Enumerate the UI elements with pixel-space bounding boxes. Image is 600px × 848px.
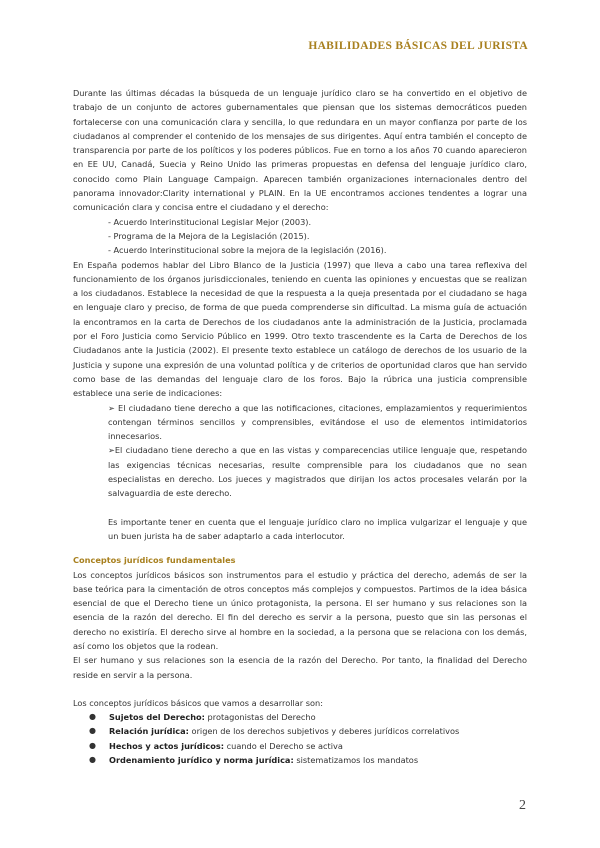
bullet-icon: ● [89,740,96,750]
spacer [73,682,527,696]
list-item [73,724,527,738]
section-title: Conceptos jurídicos fundamentales [73,555,236,566]
bullet-icon: ● [89,755,96,765]
spain-paragraph: En España podemos hablar del Libro Blanco de la Justicia (1997) que lleva a cabo una tarea reflexiva del funcionamiento de los órganos jurisdiccionales, teniendo en cuenta las opiniones y encuestas que se realizan a los ciudadanos. Establece la necesidad de que la respuesta a la queja presentada por el ciudadano se haga en lenguaje claro y preciso, de forma de que pueda comprenderse sin dificultad. La misma guía de actuación la encontramos en la carta de Derechos de los ciudadanos ante la administración de la Justicia, proclamada por el Foro Justicia como Servicio Público en 1999. Otro texto trascendente es la Carta de Derechos de los Ciudadanos ante la Justicia (2002). El presente texto establece un catálogo de derechos de los usuario de la Justicia y supone una expresión de una voluntad política y de criterios de oportunidad claros que han servido como base de las demandas del lenguaje claro de los foros. Bajo la rúbrica una justicia comprensible establece una serie de indicaciones: [73,259,527,399]
list-item [73,710,527,724]
rights-point: ➢El ciudadano tiene derecho a que en las vistas y comparecencias utilice lenguaje que, respetando las exigencias técnicas necesarias, resulte comprensible para los ciudadanos que no sean especialistas en derecho. Los jueces y magistrados que dirijan los actos procesales velarán por la salvaguardia de este derecho. [108,445,527,499]
eu-action-item: - Acuerdo Interinstitucional sobre la mejora de la legislación (2016). [108,245,387,256]
spacer [73,501,527,515]
concepts-list [73,710,527,767]
eu-action-item: - Programa de la Mejora de la Legislación (2015). [108,230,310,241]
list-item [73,739,527,753]
clear-language-note: Es importante tener en cuenta que el lenguaje jurídico claro no implica vulgarizar el lenguaje y que un buen jurista ha de saber adaptarlo a cada interlocutor. [108,516,527,541]
concepts-paragraph: Los conceptos jurídicos básicos son instrumentos para el estudio y práctica del derecho, además de ser la base teórica para la cimentación de otros conceptos más complejos y compuestos. Partimos de la idea básica esencial de que el Derecho tiene un único protagonista, la persona. El ser humano y sus relaciones son la esencia de la razón del derecho. El fin del derecho es servir a la persona, puesto que sin las personas el derecho no existiría. El derecho sirve al hombre en la sociedad, a la persona que se relaciona con los demás, así como los objetos que la rodean. [73,569,527,651]
concept-description: origen de los derechos subjetivos y deberes jurídicos correlativos [188,726,460,737]
concept-description: sistematizamos los mandatos [293,755,419,766]
eu-action-item: - Acuerdo Interinstitucional Legislar Mejor (2003). [108,216,312,227]
bullet-icon: ● [89,726,96,736]
concept-description: protagonistas del Derecho [204,712,316,723]
running-header: HABILIDADES BÁSICAS DEL JURISTA [308,40,528,52]
concept-term: Sujetos del Derecho: [109,712,205,723]
concept-description: cuando el Derecho se activa [224,740,343,751]
bullet-icon: ● [89,712,96,722]
concept-term: Relación jurídica: [109,726,189,737]
concepts-summary: El ser humano y sus relaciones son la esencia de la razón del Derecho. Por tanto, la finalidad del Derecho reside en servir a la persona. [73,655,527,680]
concept-term: Hechos y actos jurídicos: [109,740,225,751]
page-body [73,86,527,767]
spacer [73,543,527,553]
concepts-list-intro: Los conceptos jurídicos básicos que vamos a desarrollar son: [73,697,323,708]
list-item [73,753,527,767]
intro-paragraph: Durante las últimas décadas la búsqueda de un lenguaje jurídico claro se ha convertido en el objetivo de trabajo de un conjunto de actores gubernamentales que piensan que los sistemas democráticos pueden fortalecerse con una comunicación clara y sencilla, lo que redundara en un mayor confianza por parte de los ciudadanos al comprender el contenido de los mensajes de sus dirigentes. Aquí entra también el concepto de transparencia por parte de los políticos y los poderes públicos. Fue en torno a los años 70 cuando aparecieron en EE UU, Canadá, Suecia y Reino Unido las primeras propuestas en defensa del lenguaje jurídico claro, conocido como Plain Language Campaign. Aparecen también organizaciones internacionales dentro del panorama innovador:Clarity international y PLAIN. En la UE encontramos acciones tendentes a lograr una comunicación clara y concisa entre el ciudadano y el derecho: [73,88,527,213]
concept-term: Ordenamiento jurídico y norma jurídica: [109,755,294,766]
page-number: 2 [519,798,526,813]
rights-point: ➢ El ciudadano tiene derecho a que las notificaciones, citaciones, emplazamientos y requerimientos contengan términos sencillos y comprensibles, evitándose el uso de elementos intimidatorios innecesarios. [108,402,527,442]
